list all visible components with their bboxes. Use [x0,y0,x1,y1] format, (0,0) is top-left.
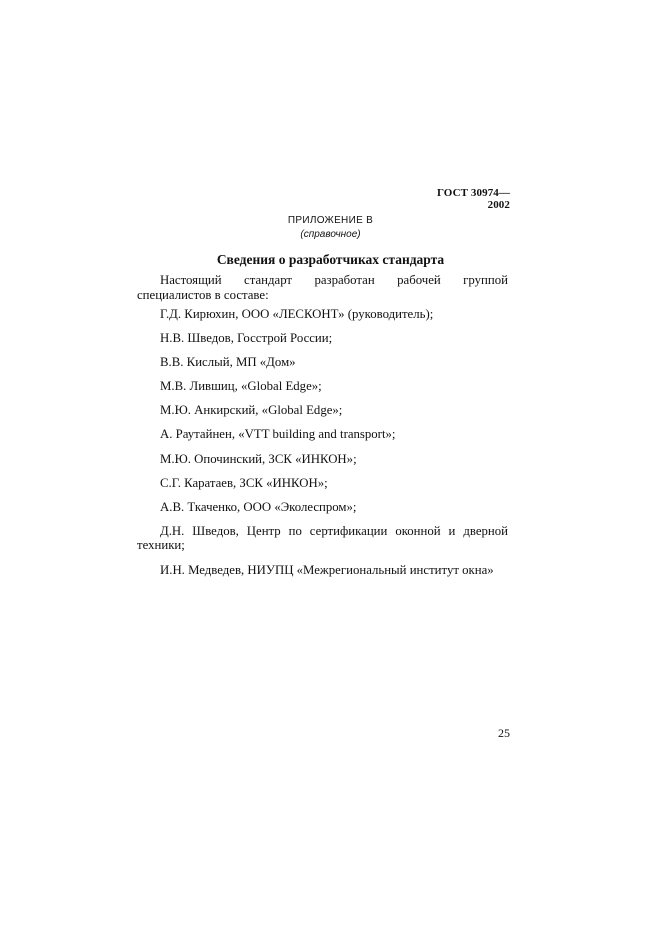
developer-item: А.В. Ткаченко, ООО «Эколеспром»; [160,499,357,514]
developer-item: С.Г. Каратаев, ЗСК «ИНКОН»; [160,475,328,490]
intro-paragraph: Настоящий стандарт разработан рабочей группой специалистов в составе: [137,273,508,302]
developer-item: Д.Н. Шведов, Центр по сертификации оконной и дверной техники; [137,523,508,553]
section-heading: Сведения о разработчиках стандарта [216,252,445,267]
developer-item: Н.В. Шведов, Госстрой России; [160,331,333,346]
developer-item: А. Раутайнен, «VTT building and transport»; [160,427,396,442]
developer-item: В.В. Кислый, МП «Дом» [160,355,296,370]
developer-item: Г.Д. Кирюхин, ООО «ЛЕСКОНТ» (руководитель); [160,307,434,321]
page-number: 25 [498,726,510,740]
developer-item: М.Ю. Опочинский, ЗСК «ИНКОН»; [160,451,357,466]
developer-item: И.Н. Медведев, НИУПЦ «Межрегиональный институт окна» [160,562,494,577]
developer-item: М.Ю. Анкирский, «Global Edge»; [160,403,343,418]
document-code: ГОСТ 30974—2002 [436,187,510,211]
developer-list [137,307,508,577]
body-text [137,273,508,302]
developer-item: М.В. Лившиц, «Global Edge»; [160,379,322,394]
appendix-title: ПРИЛОЖЕНИЕ В [287,215,374,226]
appendix-subtitle: (справочное) [300,229,361,240]
